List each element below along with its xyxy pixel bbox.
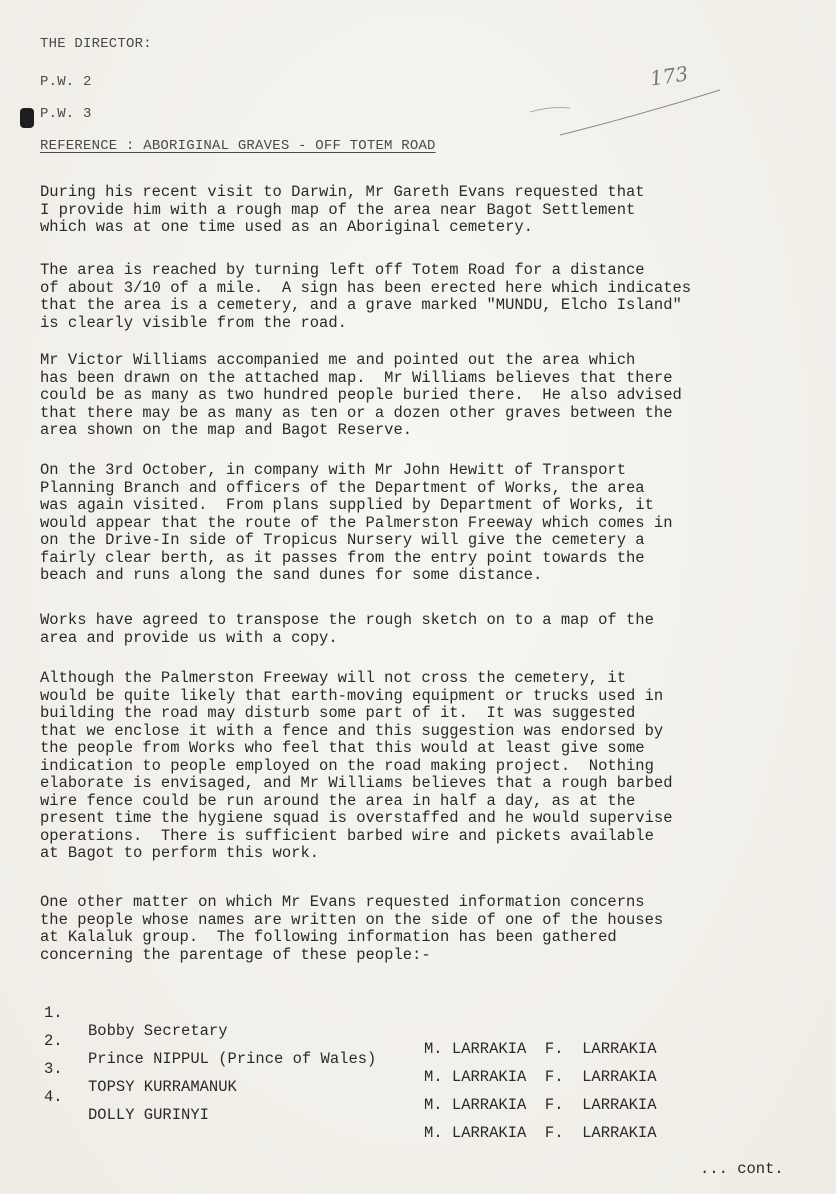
paragraph-6 [40, 670, 810, 863]
addressee: THE DIRECTOR: [40, 36, 152, 52]
text-line: that the area is a cemetery, and a grave marked "MUNDU, Elcho Island" [40, 296, 682, 314]
text-line: One other matter on which Mr Evans requested information concerns [40, 893, 645, 911]
text-line: wire fence could be run around the area in half a day, as at the [40, 791, 636, 810]
pw3-label: P.W. 3 [40, 106, 92, 122]
text-line: that there may be as many as ten or a dozen other graves between the [40, 403, 673, 422]
text-line: would appear that the route of the Palmerston Freeway which comes in [40, 513, 673, 532]
parentage: M. LARRAKIA F. LARRAKIA [424, 1124, 657, 1142]
list-number: 4. [44, 1088, 63, 1106]
parentage: M. LARRAKIA F. LARRAKIA [424, 1096, 657, 1114]
person-name: TOPSY KURRAMANUK [88, 1078, 237, 1096]
continued-marker: ... cont. [700, 1160, 784, 1178]
list-number: 3. [44, 1060, 63, 1078]
text-line: at Kalaluk group. The following information has been gathered [40, 928, 617, 946]
text-line: Mr Victor Williams accompanied me and pointed out the area which [40, 351, 636, 369]
text-line: present time the hygiene squad is overstaffed and he would supervise [40, 809, 673, 827]
text-line: at Bagot to perform this work. [40, 844, 320, 862]
text-line: could be as many as two hundred people buried there. He also advised [40, 386, 682, 404]
handwritten-number: 173 [648, 61, 690, 91]
text-line: Although the Palmerston Freeway will not cross the cemetery, it [40, 669, 626, 687]
text-line: elaborate is envisaged, and Mr Williams believes that a rough barbed [40, 774, 673, 792]
text-line: area shown on the map and Bagot Reserve. [40, 421, 413, 439]
text-line: operations. There is sufficient barbed wire and pickets available [40, 826, 654, 845]
text-line: I provide him with a rough map of the area near Bagot Settlement [40, 200, 636, 219]
punch-hole-mark [20, 108, 34, 128]
parentage: M. LARRAKIA F. LARRAKIA [424, 1068, 657, 1086]
person-name: Prince NIPPUL (Prince of Wales) [88, 1050, 377, 1068]
text-line: Works have agreed to transpose the rough sketch on to a map of the [40, 611, 654, 629]
text-line: fairly clear berth, as it passes from the entry point towards the [40, 548, 645, 567]
text-line: area and provide us with a copy. [40, 628, 338, 647]
text-line: of about 3/10 of a mile. A sign has been erected here which indicates [40, 278, 692, 297]
text-line: building the road may disturb some part of it. It was suggested [40, 704, 636, 722]
text-line: is clearly visible from the road. [40, 313, 347, 332]
text-line: Planning Branch and officers of the Department of Works, the area [40, 478, 645, 497]
paragraph-1 [40, 184, 810, 237]
text-line: would be quite likely that earth-moving equipment or trucks used in [40, 686, 664, 705]
text-line: During his recent visit to Darwin, Mr Gareth Evans requested that [40, 183, 645, 201]
list-number: 1. [44, 1004, 63, 1022]
text-line: indication to people employed on the road making project. Nothing [40, 756, 654, 775]
text-line: was again visited. From plans supplied by Department of Works, it [40, 496, 654, 514]
text-line: beach and runs along the sand dunes for some distance. [40, 566, 543, 584]
text-line: which was at one time used as an Aboriginal cemetery. [40, 218, 533, 236]
paragraph-7 [40, 894, 810, 964]
text-line: The area is reached by turning left off Totem Road for a distance [40, 261, 645, 279]
paragraph-4 [40, 462, 810, 585]
person-name: Bobby Secretary [88, 1022, 228, 1040]
reference-line: REFERENCE : ABORIGINAL GRAVES - OFF TOTEM ROAD [40, 138, 436, 154]
text-line: on the Drive-In side of Tropicus Nursery will give the cemetery a [40, 531, 645, 549]
text-line: On the 3rd October, in company with Mr John Hewitt of Transport [40, 461, 626, 479]
text-line: that we enclose it with a fence and this suggestion was endorsed by [40, 721, 664, 740]
paragraph-5 [40, 612, 810, 647]
text-line: has been drawn on the attached map. Mr Williams believes that there [40, 368, 673, 387]
list-number: 2. [44, 1032, 63, 1050]
parentage: M. LARRAKIA F. LARRAKIA [424, 1040, 657, 1058]
paragraph-3 [40, 352, 810, 440]
paragraph-2 [40, 262, 810, 332]
text-line: the people from Works who feel that this would at least give some [40, 739, 645, 757]
handwritten-scribble-icon [520, 80, 730, 140]
text-line: the people whose names are written on the side of one of the houses [40, 910, 664, 929]
pw2-label: P.W. 2 [40, 74, 92, 90]
person-name: DOLLY GURINYI [88, 1106, 209, 1124]
text-line: concerning the parentage of these people:- [40, 945, 431, 964]
